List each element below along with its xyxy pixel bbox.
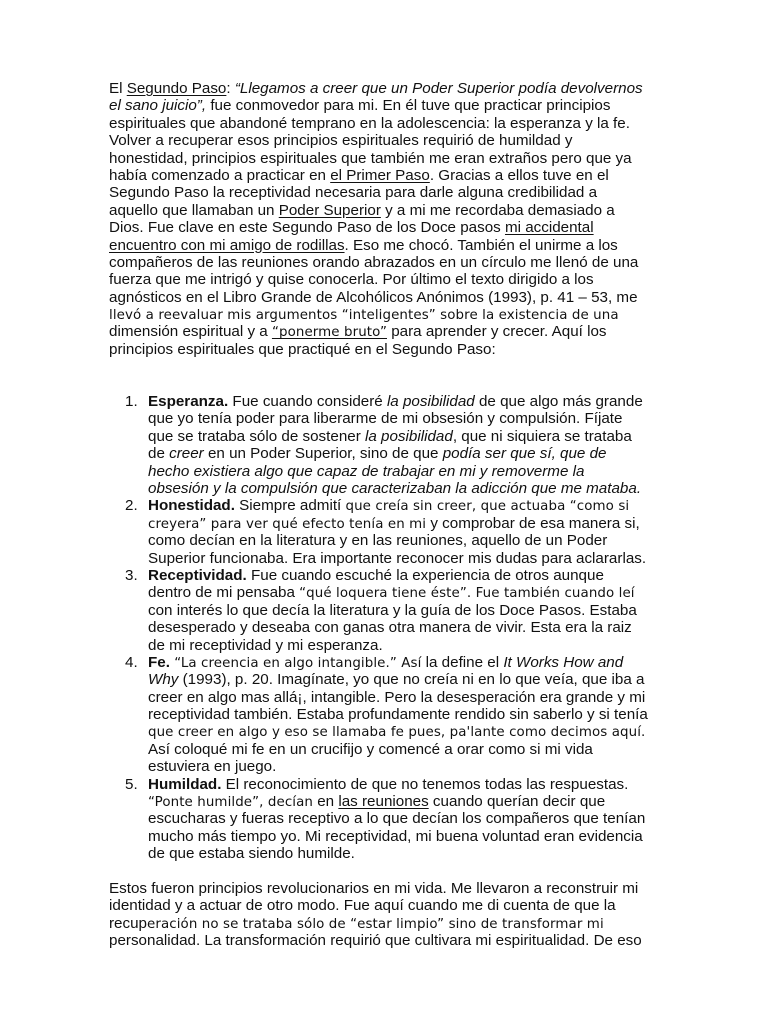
text-run: espirituales que abandoné temprano en la adolescencia: la esperanza y la fe. bbox=[109, 114, 630, 132]
text-run: llevó a reevaluar mis argumentos “inteligentes” sobre la existencia de una bbox=[109, 308, 619, 324]
paragraph-revolutionary-principles bbox=[109, 880, 661, 950]
text-line bbox=[109, 184, 661, 201]
text-run: “Llegamos a creer que un Poder Superior podía devolvernos bbox=[234, 80, 643, 97]
paragraph-gap bbox=[109, 863, 661, 880]
text-run: Esperanza. bbox=[148, 393, 229, 411]
text-line bbox=[109, 150, 661, 167]
text-run: para aprender y crecer. Aquí los bbox=[387, 323, 607, 341]
text-run: que creía sin creer, que actuaba “como si bbox=[345, 499, 630, 515]
text-run: Fue cuando escuché la experiencia de otros aunque bbox=[246, 566, 604, 584]
text-run: dentro de mi pensaba bbox=[148, 584, 300, 602]
text-run: Segundo Paso la receptividad necesaria para darle alguna credibilidad a bbox=[109, 184, 598, 202]
text-run: que creer en algo y eso se llamaba fe pues, pa'lante como decimos aquí. bbox=[148, 725, 646, 741]
text-line bbox=[148, 393, 661, 410]
text-run: eración no se trataba sólo de “estar limpio” sino de transformar mi bbox=[147, 916, 604, 932]
text-run: Receptividad. bbox=[148, 566, 247, 584]
text-run: estuviera en juego. bbox=[148, 758, 277, 776]
text-run: recup bbox=[109, 914, 147, 932]
text-run: creyera” para ver qué efecto tenía en mi bbox=[148, 516, 427, 532]
text-run: de que estaba siendo humilde. bbox=[148, 845, 355, 863]
text-run: y a mi me recordaba demasiado a bbox=[380, 201, 615, 219]
text-run: había comenzado a practicar en bbox=[109, 166, 331, 184]
text-run: “Ponte humilde”, decían bbox=[148, 795, 314, 811]
paragraph-gap bbox=[109, 376, 661, 393]
text-line bbox=[148, 550, 661, 567]
text-line bbox=[109, 897, 661, 914]
text-run: las reuniones bbox=[338, 793, 429, 811]
text-run: desesperado y deseaba con ganas otra manera de vivir. Esta era la raiz bbox=[148, 619, 632, 637]
text-line bbox=[109, 132, 661, 149]
text-line bbox=[148, 810, 661, 827]
text-line bbox=[148, 463, 661, 480]
text-run: El bbox=[109, 80, 127, 97]
text-line bbox=[109, 202, 661, 219]
principle-item bbox=[109, 654, 661, 776]
text-line bbox=[109, 80, 661, 97]
text-line bbox=[109, 932, 661, 949]
text-line bbox=[148, 428, 661, 445]
text-run: como decían en la literatura y en las reuniones, aquello de un Poder bbox=[148, 532, 608, 550]
text-line bbox=[109, 306, 661, 323]
text-run: creer bbox=[169, 445, 204, 463]
text-run: mi accidental bbox=[504, 219, 594, 237]
text-run: Fue cuando consideré bbox=[228, 393, 387, 411]
principle-item bbox=[109, 393, 661, 497]
text-run: receptividad también. Estaba profundamente rendido sin saberlo y si tenía bbox=[148, 706, 648, 724]
list-number: 4. bbox=[125, 653, 138, 671]
text-line bbox=[109, 254, 661, 271]
document-page bbox=[109, 80, 661, 950]
text-line bbox=[148, 480, 661, 497]
text-line bbox=[109, 115, 661, 132]
text-run: en un Poder Superior, sino de que bbox=[203, 445, 443, 463]
text-line bbox=[109, 341, 661, 358]
text-run: que se trataba sólo de sostener bbox=[148, 427, 365, 445]
text-line bbox=[148, 793, 661, 810]
text-run: (1993), p. 20. Imagínate, yo que no creía ni en lo que veía, que iba a bbox=[178, 671, 645, 689]
text-run: , que ni siquiera se trataba bbox=[452, 427, 632, 445]
text-line bbox=[148, 410, 661, 427]
text-line bbox=[109, 219, 661, 236]
text-run: identidad y a actuar de otro modo. Fue aquí cuando me di cuenta de que la bbox=[109, 897, 616, 915]
list-number: 3. bbox=[125, 566, 138, 584]
text-run: de bbox=[148, 445, 170, 463]
text-line bbox=[109, 167, 661, 184]
principle-item bbox=[109, 497, 661, 567]
text-line bbox=[148, 515, 661, 532]
text-run: de mi receptividad y mi esperanza. bbox=[148, 636, 383, 654]
text-run: y comprobar de esa manera si, bbox=[426, 514, 640, 532]
text-line bbox=[109, 271, 661, 288]
text-line bbox=[148, 637, 661, 654]
text-run: el Primer Paso bbox=[330, 166, 430, 184]
text-run: : bbox=[226, 80, 235, 97]
text-line bbox=[109, 915, 661, 932]
text-run: Humildad. bbox=[148, 775, 222, 793]
text-run: la posibilidad bbox=[365, 427, 453, 445]
text-line bbox=[148, 689, 661, 706]
list-number: 5. bbox=[125, 775, 138, 793]
text-line bbox=[148, 723, 661, 740]
text-run: cuando querían decir que bbox=[428, 793, 606, 811]
text-run: It Works How and bbox=[503, 653, 624, 671]
text-line bbox=[148, 497, 661, 514]
text-run: con interés lo que decía la literatura y la guía de los Doce Pasos. Estaba bbox=[148, 601, 637, 619]
text-run: obsesión y la compulsión que caracterizaban la adicción que me mataba. bbox=[148, 479, 642, 497]
text-run: mucho más tiempo yo. Mi receptividad, mi buena voluntad eran evidencia bbox=[148, 827, 643, 845]
text-line bbox=[148, 445, 661, 462]
text-run: Fe. bbox=[148, 653, 170, 671]
text-run: de que algo más grande bbox=[474, 393, 643, 411]
text-line bbox=[148, 845, 661, 862]
text-run: la posibilidad bbox=[386, 393, 475, 411]
text-line bbox=[148, 602, 661, 619]
principles-list bbox=[109, 393, 661, 863]
text-run: escucharas y fueras receptivo a lo que decían los compañeros que tenían bbox=[148, 810, 646, 828]
text-run: encuentro con mi amigo de rodillas bbox=[109, 236, 345, 254]
text-line bbox=[148, 619, 661, 636]
text-line bbox=[148, 706, 661, 723]
text-run: El reconocimiento de que no tenemos todas las respuestas. bbox=[221, 775, 629, 793]
text-run: dimensión espiritual y a bbox=[109, 323, 272, 341]
text-run: . Eso me chocó. También el unirme a los bbox=[344, 236, 618, 254]
text-line bbox=[109, 97, 661, 114]
text-run: agnósticos en el Libro Grande de Alcohólicos Anónimos (1993), p. 41 – 53, me bbox=[109, 288, 638, 306]
text-run: aquello que llamaban un bbox=[109, 201, 279, 219]
text-run: Superior funcionaba. Era importante reconocer mis dudas para aclararlas. bbox=[148, 549, 647, 567]
text-run: Honestidad. bbox=[148, 497, 235, 515]
text-run: compañeros de las reuniones orando abrazados en un círculo me llenó de una bbox=[109, 253, 639, 271]
text-line bbox=[148, 532, 661, 549]
text-run: en bbox=[313, 793, 339, 811]
text-run: que yo tenía poder para liberarme de mi obsesión y compulsión. Fíjate bbox=[148, 410, 623, 428]
text-line bbox=[148, 776, 661, 793]
text-run: creer en algo mas allá¡, intangible. Pero la desesperación era grande y mi bbox=[148, 688, 646, 706]
text-line bbox=[148, 654, 661, 671]
paragraph-second-step bbox=[109, 80, 661, 358]
text-line bbox=[109, 880, 661, 897]
text-run: “ponerme bruto” bbox=[271, 325, 387, 341]
text-run: Siempre admití bbox=[234, 497, 346, 515]
text-run: Dios. Fue clave en este Segundo Paso de los Doce pasos bbox=[109, 219, 505, 237]
text-run: “qué loquera tiene éste”. Fue también cuando leí bbox=[299, 586, 635, 602]
text-line bbox=[109, 289, 661, 306]
text-run: la define el bbox=[421, 653, 504, 671]
text-run: Volver a recuperar esos principios espirituales requirió de humildad y bbox=[109, 132, 573, 150]
text-run: podía ser que sí, que de bbox=[442, 445, 607, 463]
text-line bbox=[148, 671, 661, 688]
text-run: . Gracias a ellos tuve en el bbox=[429, 166, 609, 184]
text-run: Así coloqué mi fe en un crucifijo y comencé a orar como si mi vida bbox=[148, 740, 593, 758]
text-run: honestidad, principios espirituales que también me eran extraños pero que ya bbox=[109, 149, 632, 167]
text-run: Why bbox=[148, 671, 179, 689]
text-line bbox=[148, 741, 661, 758]
text-line bbox=[148, 828, 661, 845]
text-run: Segundo Paso bbox=[126, 80, 227, 97]
text-run: fuerza que me intrigó y quise conocerla. Por último el texto dirigido a los bbox=[109, 271, 594, 289]
text-run: “La creencia en algo intangible.” Así bbox=[174, 655, 422, 671]
list-number: 1. bbox=[125, 393, 138, 411]
text-run: principios espirituales que practiqué en el Segundo Paso: bbox=[109, 340, 496, 358]
list-number: 2. bbox=[125, 497, 138, 515]
text-run: Estos fueron principios revolucionarios en mi vida. Me llevaron a reconstruir mi bbox=[109, 879, 639, 897]
text-line bbox=[148, 758, 661, 775]
text-line bbox=[148, 567, 661, 584]
text-run: personalidad. La transformación requirió que cultivara mi espiritualidad. De eso bbox=[109, 932, 642, 950]
paragraph-gap bbox=[109, 358, 661, 375]
text-run: fue conmovedor para mi. En él tuve que practicar principios bbox=[210, 97, 611, 115]
principle-item bbox=[109, 776, 661, 863]
text-line bbox=[148, 584, 661, 601]
text-run: el sano juicio”, bbox=[109, 97, 211, 115]
text-run: Poder Superior bbox=[278, 201, 381, 219]
text-line bbox=[109, 237, 661, 254]
text-run: hecho existiera algo que capaz de trabajar en mi y removerme la bbox=[148, 462, 585, 480]
text-line bbox=[109, 323, 661, 340]
principle-item bbox=[109, 567, 661, 654]
